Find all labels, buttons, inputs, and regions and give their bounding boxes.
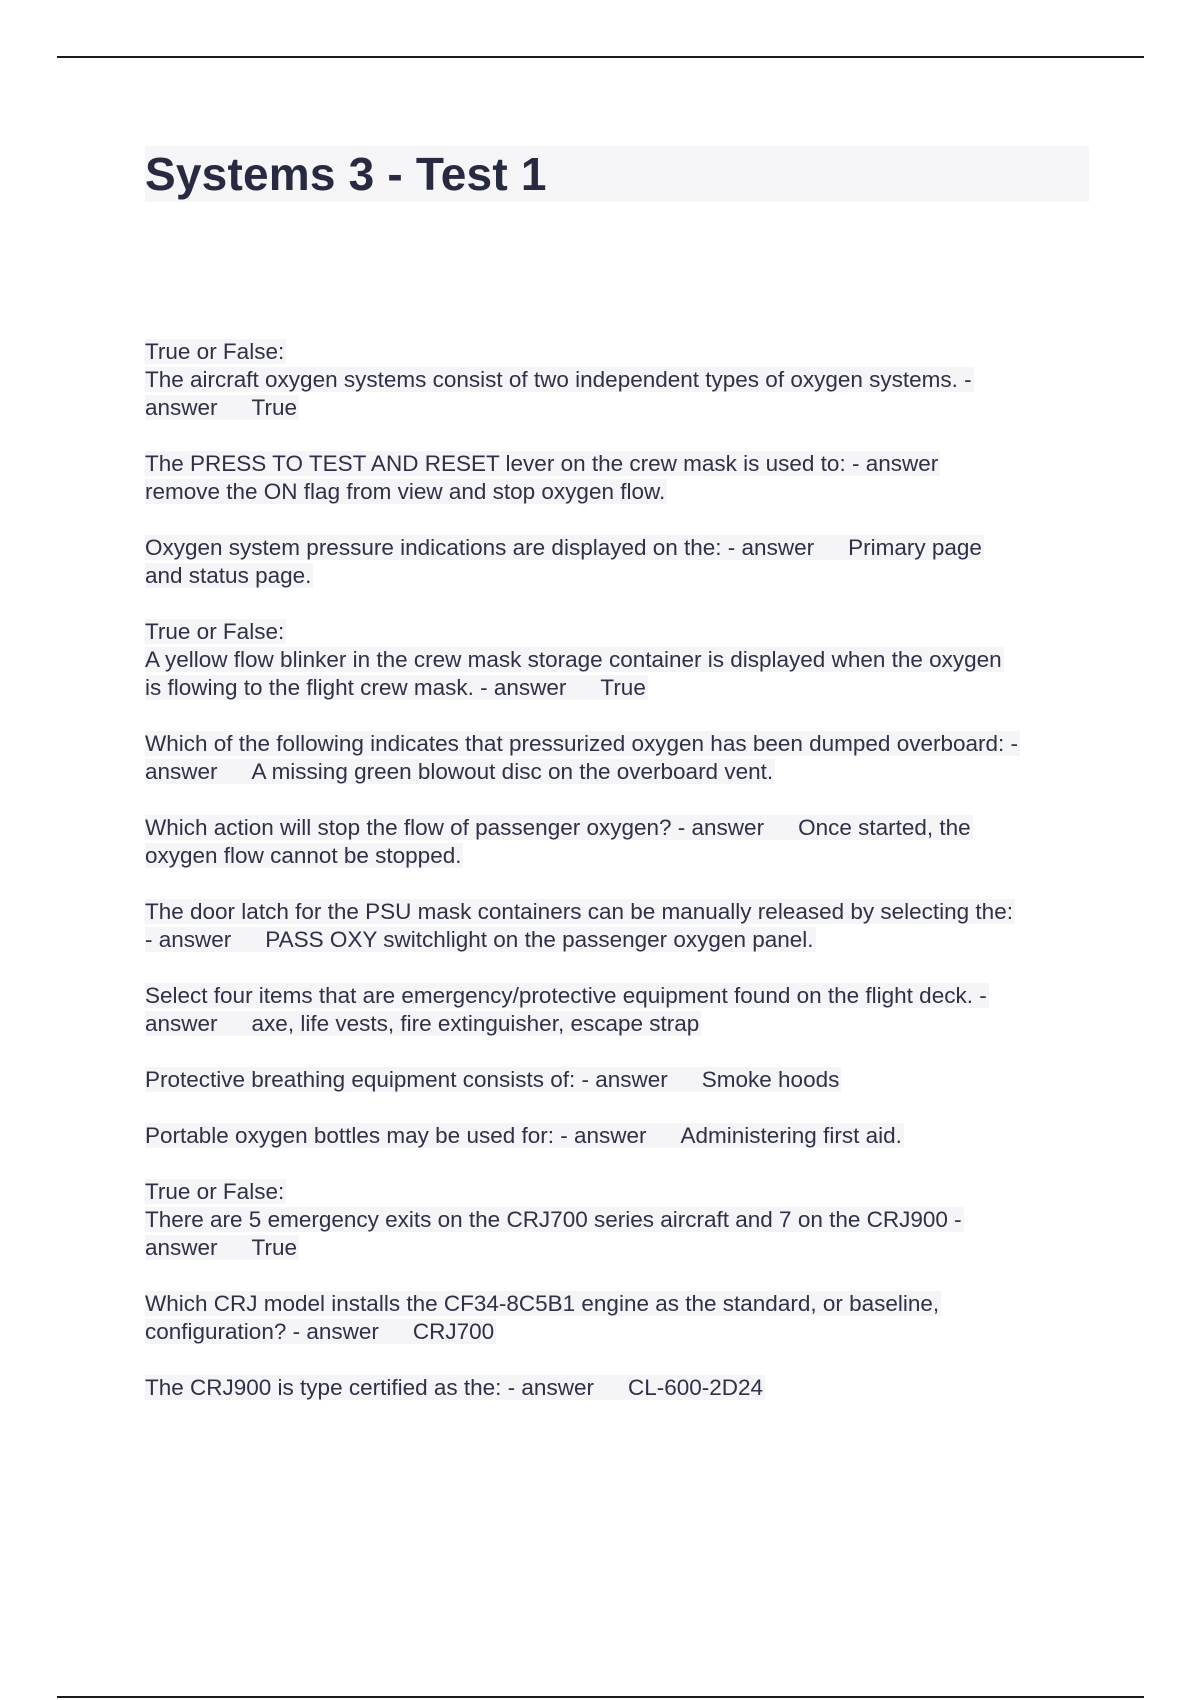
qa-line: [145, 1374, 1105, 1402]
answer-text: True: [251, 1235, 297, 1260]
qa-item: [145, 1122, 1105, 1150]
qa-line-text: [145, 367, 974, 392]
title-block: [145, 146, 1089, 202]
qa-line-text: [145, 899, 1015, 924]
qa-item: [145, 898, 1105, 954]
qa-line-text: [145, 1235, 299, 1260]
qa-line: [145, 898, 1105, 926]
answer-text: CRJ700: [412, 1319, 495, 1344]
qa-line-text: [145, 759, 775, 784]
qa-line: [145, 478, 1105, 506]
qa-item: [145, 1178, 1105, 1262]
question-text: The aircraft oxygen systems consist of two independent types of oxygen systems. -: [145, 367, 972, 392]
answer-text: Primary page: [848, 535, 982, 560]
qa-item: [145, 450, 1105, 506]
question-text: Portable oxygen bottles may be used for: - answer: [145, 1123, 647, 1148]
question-text: answer: [145, 1011, 218, 1036]
qa-line: [145, 534, 1105, 562]
question-text: True or False:: [145, 619, 285, 644]
qa-item: [145, 814, 1105, 870]
question-text: A yellow flow blinker in the crew mask storage container is displayed when the oxygen: [145, 647, 1002, 672]
qa-line-text: [145, 395, 299, 420]
qa-line-text: [145, 563, 313, 588]
qa-line: [145, 394, 1105, 422]
qa-item: [145, 1066, 1105, 1094]
question-text: Select four items that are emergency/protective equipment found on the flight deck. -: [145, 983, 987, 1008]
qa-line: [145, 366, 1105, 394]
qa-line: [145, 1206, 1105, 1234]
bottom-rule: [57, 1696, 1144, 1698]
qa-line-text: [145, 675, 648, 700]
qa-line-text: [145, 451, 940, 476]
qa-line: [145, 842, 1105, 870]
qa-line: [145, 1066, 1105, 1094]
question-text: True or False:: [145, 339, 285, 364]
qa-line-text: [145, 339, 286, 364]
qa-line: [145, 1010, 1105, 1038]
answer-text: True: [251, 395, 297, 420]
answer-text: PASS OXY switchlight on the passenger oxygen panel.: [265, 927, 814, 952]
qa-line-text: [145, 1319, 496, 1344]
qa-line-text: [145, 1291, 941, 1316]
qa-line-text: [145, 1179, 286, 1204]
qa-line-text: [145, 1123, 904, 1148]
answer-text: Once started, the: [798, 815, 971, 840]
question-text: True or False:: [145, 1179, 285, 1204]
qa-line: [145, 730, 1105, 758]
qa-line: [145, 450, 1105, 478]
qa-line-text: [145, 619, 286, 644]
question-text: There are 5 emergency exits on the CRJ700 series aircraft and 7 on the CRJ900 -: [145, 1207, 962, 1232]
qa-line-text: [145, 731, 1020, 756]
qa-line: [145, 1122, 1105, 1150]
qa-line-text: [145, 843, 463, 868]
qa-line: [145, 758, 1105, 786]
qa-line: [145, 338, 1105, 366]
question-text: answer: [145, 759, 218, 784]
answer-text: Smoke hoods: [701, 1067, 840, 1092]
answer-text: Administering first aid.: [680, 1123, 902, 1148]
qa-line: [145, 674, 1105, 702]
qa-line: [145, 1318, 1105, 1346]
question-text: remove the ON flag from view and stop oxygen flow.: [145, 479, 666, 504]
question-text: answer: [145, 395, 218, 420]
qa-item: [145, 1290, 1105, 1346]
qa-line: [145, 1178, 1105, 1206]
page-title: Systems 3 - Test 1: [145, 148, 547, 200]
qa-line-text: [145, 983, 989, 1008]
qa-line-text: [145, 815, 973, 840]
question-text: The door latch for the PSU mask containers can be manually released by selecting the:: [145, 899, 1013, 924]
question-text: - answer: [145, 927, 232, 952]
qa-item: [145, 730, 1105, 786]
question-text: Protective breathing equipment consists of: - answer: [145, 1067, 668, 1092]
question-text: Which action will stop the flow of passenger oxygen? - answer: [145, 815, 765, 840]
qa-line: [145, 814, 1105, 842]
question-text: Which of the following indicates that pressurized oxygen has been dumped overboard: -: [145, 731, 1019, 756]
qa-item: [145, 534, 1105, 590]
question-text: answer: [145, 1235, 218, 1260]
qa-line: [145, 926, 1105, 954]
answer-text: A missing green blowout disc on the overboard vent.: [251, 759, 774, 784]
qa-line-text: [145, 647, 1004, 672]
question-text: oxygen flow cannot be stopped.: [145, 843, 462, 868]
question-text: Oxygen system pressure indications are displayed on the: - answer: [145, 535, 815, 560]
qa-item: [145, 618, 1105, 702]
qa-item: [145, 982, 1105, 1038]
qa-line-text: [145, 479, 667, 504]
question-text: and status page.: [145, 563, 312, 588]
answer-text: axe, life vests, fire extinguisher, escape strap: [251, 1011, 700, 1036]
qa-item: [145, 338, 1105, 422]
qa-line: [145, 1234, 1105, 1262]
question-text: The CRJ900 is type certified as the: - answer: [145, 1375, 594, 1400]
answer-text: CL-600-2D24: [627, 1375, 764, 1400]
qa-line-text: [145, 1011, 701, 1036]
qa-line-text: [145, 927, 816, 952]
qa-line: [145, 982, 1105, 1010]
qa-line-text: [145, 1207, 964, 1232]
qa-list: [145, 338, 1105, 1430]
question-text: configuration? - answer: [145, 1319, 379, 1344]
top-rule: [57, 56, 1144, 58]
question-text: Which CRJ model installs the CF34-8C5B1 engine as the standard, or baseline,: [145, 1291, 940, 1316]
qa-line-text: [145, 535, 984, 560]
qa-line: [145, 618, 1105, 646]
qa-item: [145, 1374, 1105, 1402]
qa-line-text: [145, 1067, 841, 1092]
qa-line: [145, 646, 1105, 674]
question-text: is flowing to the flight crew mask. - answer: [145, 675, 567, 700]
qa-line-text: [145, 1375, 765, 1400]
qa-line: [145, 1290, 1105, 1318]
qa-line: [145, 562, 1105, 590]
question-text: The PRESS TO TEST AND RESET lever on the crew mask is used to: - answer: [145, 451, 939, 476]
answer-text: True: [600, 675, 646, 700]
